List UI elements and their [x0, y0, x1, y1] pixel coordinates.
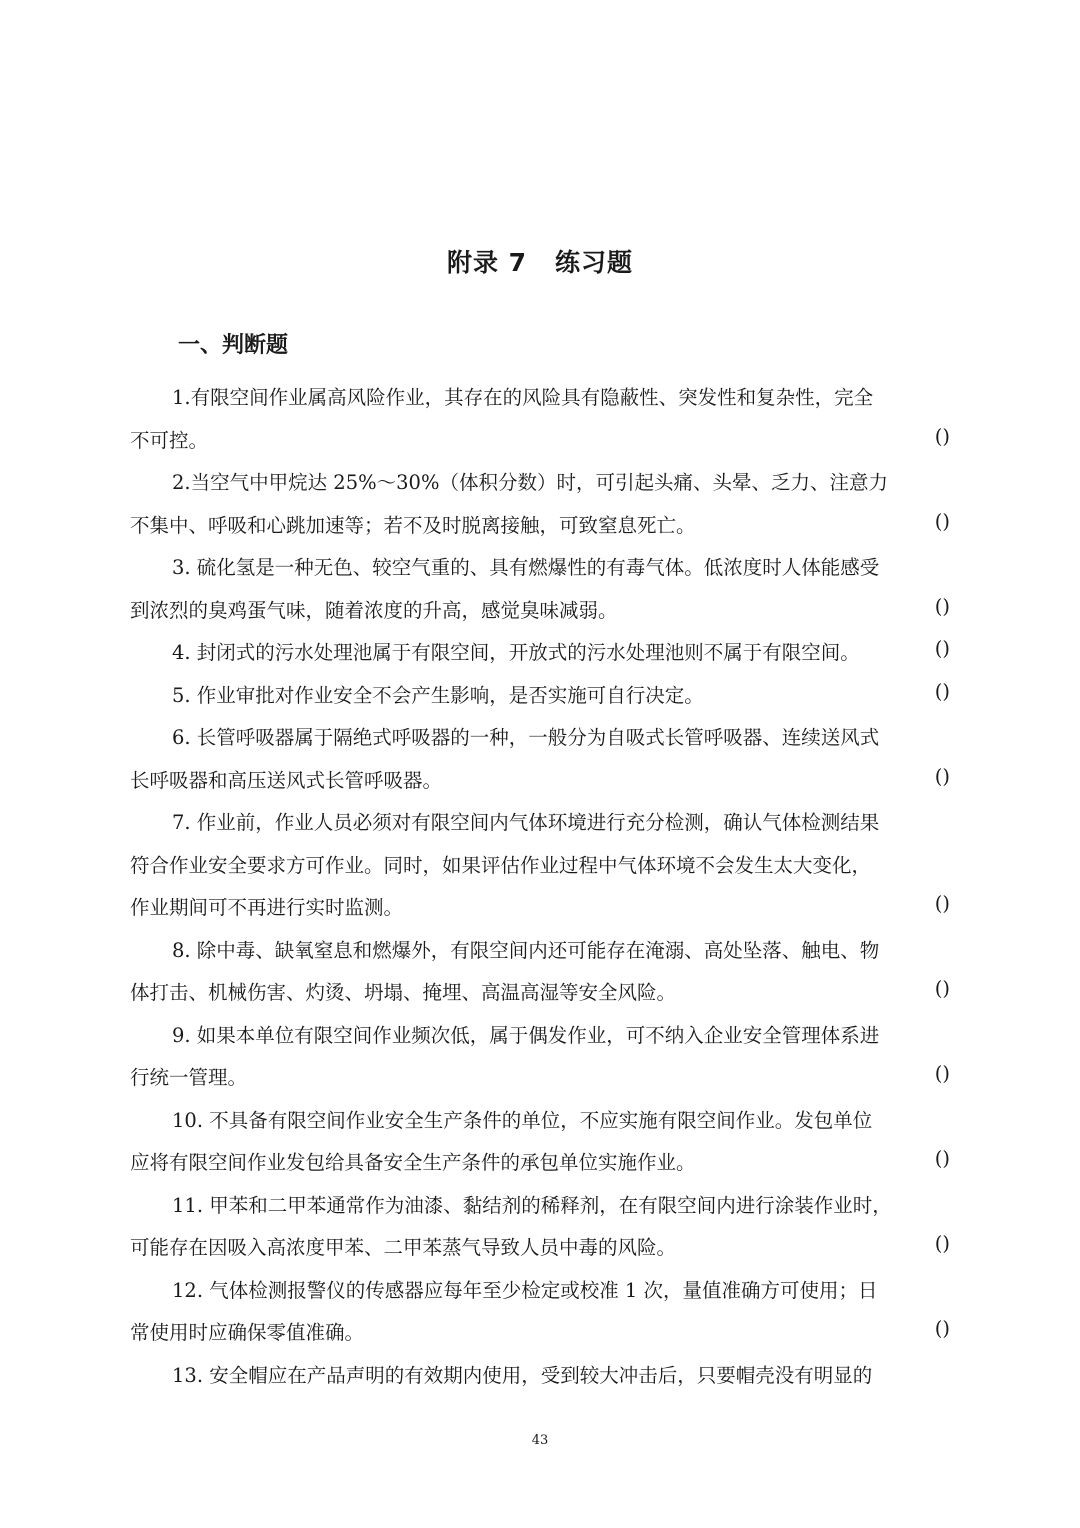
answer-paren: () — [934, 892, 950, 915]
question-line: 可能存在因吸入高浓度甲苯、二甲苯蒸气导致人员中毒的风险。 — [130, 1236, 677, 1259]
question-line: 10. 不具备有限空间作业安全生产条件的单位，不应实施有限空间作业。发包单位 — [172, 1109, 873, 1132]
question-line: 不集中、呼吸和心跳加速等；若不及时脱离接触，可致窒息死亡。 — [130, 514, 696, 537]
question-line: 1.有限空间作业属高风险作业，其存在的风险具有隐蔽性、突发性和复杂性，完全 — [172, 386, 874, 409]
answer-paren: () — [934, 637, 950, 660]
question-line: 2.当空气中甲烷达 25%～30%（体积分数）时，可引起头痛、头晕、乏力、注意力 — [172, 471, 888, 494]
question-line: 行统一管理。 — [130, 1066, 248, 1089]
answer-paren: () — [934, 1317, 950, 1340]
question-line: 体打击、机械伤害、灼烫、坍塌、掩埋、高温高湿等安全风险。 — [130, 981, 677, 1004]
question-line: 4. 封闭式的污水处理池属于有限空间，开放式的污水处理池则不属于有限空间。 — [172, 641, 860, 664]
answer-paren: () — [934, 1062, 950, 1085]
question-line: 12. 气体检测报警仪的传感器应每年至少检定或校准 1 次，量值准确方可使用；日 — [172, 1279, 878, 1302]
question-line: 应将有限空间作业发包给具备安全生产条件的承包单位实施作业。 — [130, 1151, 696, 1174]
question-line: 到浓烈的臭鸡蛋气味，随着浓度的升高，感觉臭味减弱。 — [130, 599, 618, 622]
answer-paren: () — [934, 595, 950, 618]
answer-paren: () — [934, 1232, 950, 1255]
answer-paren: () — [934, 680, 950, 703]
page-title — [0, 243, 1080, 279]
appendix-label: 附录 7 — [446, 248, 528, 277]
question-line: 常使用时应确保零值准确。 — [130, 1321, 365, 1344]
appendix-title: 练习题 — [555, 248, 634, 277]
question-line: 6. 长管呼吸器属于隔绝式呼吸器的一种，一般分为自吸式长管呼吸器、连续送风式 — [172, 726, 880, 749]
question-line: 7. 作业前，作业人员必须对有限空间内气体环境进行充分检测，确认气体检测结果 — [172, 811, 880, 834]
answer-paren: () — [934, 425, 950, 448]
question-line: 5. 作业审批对作业安全不会产生影响，是否实施可自行决定。 — [172, 684, 704, 707]
question-line: 作业期间可不再进行实时监测。 — [130, 896, 404, 919]
answer-paren: () — [934, 510, 950, 533]
page-number: 43 — [531, 1433, 549, 1448]
answer-paren: () — [934, 977, 950, 1000]
question-line: 不可控。 — [130, 429, 209, 452]
answer-paren: () — [934, 765, 950, 788]
question-line: 13. 安全帽应在产品声明的有效期内使用，受到较大冲击后，只要帽壳没有明显的 — [172, 1364, 873, 1387]
question-line: 11. 甲苯和二甲苯通常作为油漆、黏结剂的稀释剂，在有限空间内进行涂装作业时， — [172, 1194, 892, 1217]
question-line: 符合作业安全要求方可作业。同时，如果评估作业过程中气体环境不会发生太大变化， — [130, 854, 872, 877]
question-line: 9. 如果本单位有限空间作业频次低，属于偶发作业，可不纳入企业安全管理体系进 — [172, 1024, 880, 1047]
section-heading: 一、判断题 — [178, 333, 289, 358]
answer-paren: () — [934, 1147, 950, 1170]
question-line: 3. 硫化氢是一种无色、较空气重的、具有燃爆性的有毒气体。低浓度时人体能感受 — [172, 556, 880, 579]
question-line: 8. 除中毒、缺氧窒息和燃爆外，有限空间内还可能存在淹溺、高处坠落、触电、物 — [172, 939, 880, 962]
question-line: 长呼吸器和高压送风式长管呼吸器。 — [130, 769, 443, 792]
